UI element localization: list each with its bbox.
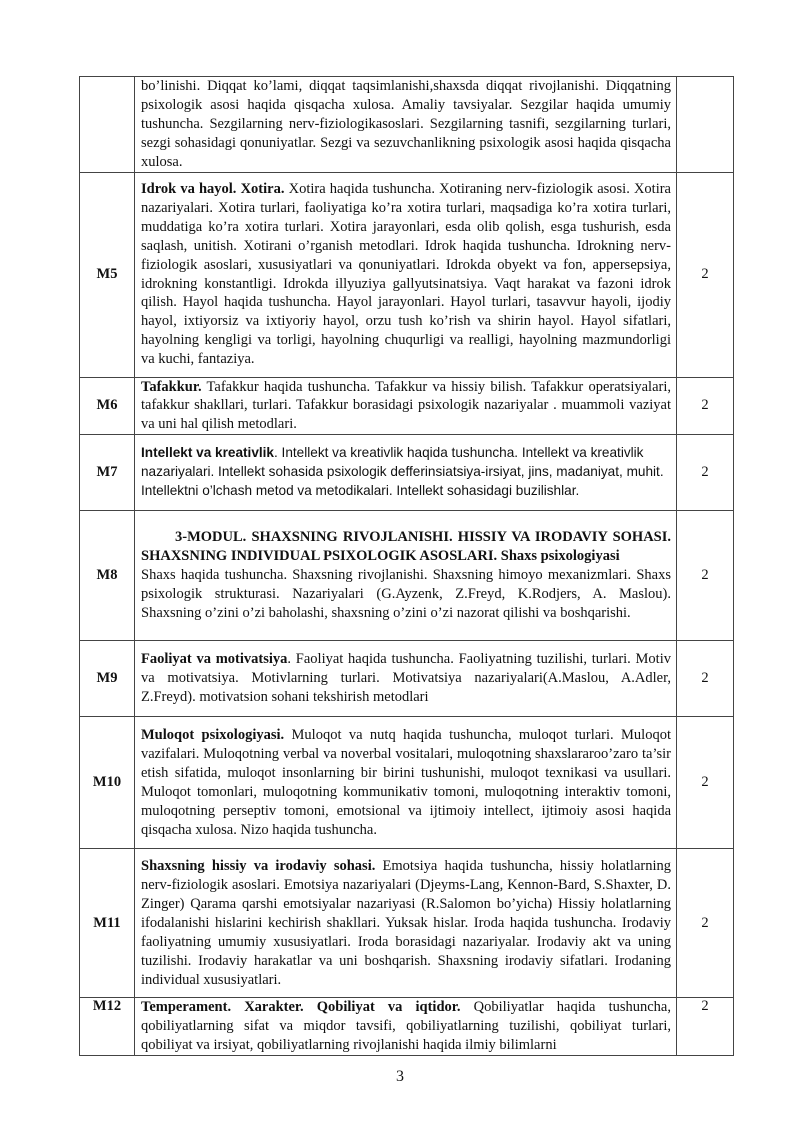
table-row — [80, 435, 734, 511]
hours-cell — [677, 77, 734, 173]
table-row — [80, 377, 734, 435]
topic-description — [135, 849, 677, 998]
topic-description — [135, 377, 677, 435]
topic-description — [135, 511, 677, 641]
topic-text: Muloqot va nutq haqida tushuncha, muloqot turlari. Muloqot vazifalari. Muloqotning verbal va noverbal vositalari, muloqotning shaxslararoo’zaro ta’sir etish sifatida, muloqot insonlarning bir birini tushunishi, muloqot texnikasi va usullari. Muloqot tomonlari, muloqotning kommunikativ tomoni, muloqotning interaktiv tomoni, muloqotning perseptiv tomoni, emotsional va ijtimoiy intellect, ijtimoiy asosi haqida qisqacha xulosa. Nizo haqida tushuncha. — [141, 727, 671, 838]
module-code: M11 — [80, 849, 135, 998]
topic-text: Qobiliyatlar haqida tushuncha, qobiliyatlarning sifat va miqdor tavsifi, qobiliyatlarning tuzilishi, qobiliyat turlari, qobiliyat va irsiyat, qobiliyatlarning rivojlanishi haqida ilmiy bilimlarni — [141, 999, 671, 1054]
module-code: M5 — [80, 172, 135, 377]
hours-cell: 2 — [677, 377, 734, 435]
topic-text: bo’linishi. Diqqat ko’lami, diqqat taqsimlanishi,shaxsda diqqat rivojlanishi. Diqqatning psixologik asosi haqida qisqacha xulosa. Amaliy tavsiyalar. Sezgilar haqida umumiy tushuncha. Sezgilarning nerv-fiziologikasoslari. Sezgilarning tasnifi, sezgilarning turlari, sezgi sohasidagi qonuniyatlar. Sezgi va sezuvchanlikning psixologik asosi haqida qisqacha xulosa. — [141, 78, 671, 170]
topic-description — [135, 641, 677, 717]
topic-title: Faoliyat va motivatsiya — [141, 651, 288, 668]
topic-description — [135, 717, 677, 849]
topic-title: Temperament. Xarakter. Qobiliyat va iqtidor. — [141, 999, 461, 1016]
topic-title: Shaxsning hissiy va irodaviy sohasi. — [141, 858, 376, 875]
topic-description — [135, 172, 677, 377]
topic-text: Xotira haqida tushuncha. Xotiraning nerv-fiziologik asosi. Xotira nazariyalari. Xotira turlari, faoliyatiga ko’ra xotira turlari, maqsadiga ko’ra xotira turlari, muddatiga ko’ra xotira turlari. Xotira jarayonlari, esda olib qolish, esga tushurish, esda saqlash, unitish. Xotirani o’rganish metodlari. Idrok haqida tushuncha. Idrokning nerv-fiziologik asoslari, xususiyatlari va qonuniyatlari. Idrokda obyekt va fon, appersepsiya, idrokning konstantligi. Idrokda illyuziya gallyutsinatsiya. Vaqt harakat va fazoni idrok qilish. Hayol haqida tushuncha. Hayol jarayonlari. Hayol turlari, tasavvur hayoli, ijodiy hayol, ixtiyorsiz va ixtiyoriy hayol, orzu tush ko’rish va shirin hayol. Hayol sifatlari, hayolning kengligi va torligi, hayolning chuqurligi va realligi, hayolning mazmundorligi va kuchi, fantaziya. — [141, 181, 671, 368]
syllabus-table — [79, 76, 734, 1056]
table-row — [80, 77, 734, 173]
topic-description — [135, 435, 677, 511]
table-row — [80, 172, 734, 377]
module-code: M6 — [80, 377, 135, 435]
topic-text: Emotsiya haqida tushuncha, hissiy holatlarning nerv-fiziologik asoslari. Emotsiya nazariyalari (Djeyms-Lang, Kennon-Bard, S.Shaxter, D. Zinger) Qarama qarshi emotsiyalar nazariyasi (R.Salomon bo’yicha) Hissiy holatlarning ifodalanishi hislarini kechirish shakllari. Yuksak hislar. Iroda haqida tushuncha. Irodaviy faoliyatning umumiy xususiyatlari. Iroda borasidagi nazariyalar. Irodaviy akt va uning tuzilishi. Irodaviy harakatlar va uni boshqarish. Shaxsning irodaviy sifatlari. Irodaning individual xususiyatlari. — [141, 858, 672, 988]
hours-cell: 2 — [677, 849, 734, 998]
topic-title: Muloqot psixologiyasi. — [141, 727, 285, 744]
module-code: M8 — [80, 511, 135, 641]
hours-cell: 2 — [677, 435, 734, 511]
topic-text: Tafakkur haqida tushuncha. Tafakkur va hissiy bilish. Tafakkur operatsiyalari, tafakkur shakllari, turlari. Tafakkur borasidagi psixologik nazariyalar . muammoli vaziyat va uni hal qilish metodlari. — [141, 378, 671, 433]
hours-cell: 2 — [677, 998, 734, 1056]
module-code — [80, 77, 135, 173]
module-code: M9 — [80, 641, 135, 717]
table-row — [80, 511, 734, 641]
module-code: M12 — [80, 998, 135, 1056]
table-row — [80, 641, 734, 717]
topic-text: . Intellekt va kreativlik haqida tushuncha. Intellekt va kreativlik nazariyalari. Intellekt sohasida psixologik defferinsiatsiya-irsiyat, jins, madaniyat, muhit. Intellektni o’lchash metod va metodikalari. Intellekt sohasidagi buzilishlar. — [141, 445, 664, 499]
topic-text: . Faoliyat haqida tushuncha. Faoliyatning tuzilishi, turlari. Motiv va motivatsiya. Motivlarning turlari. Motivatsiya nazariyalari(A.Maslou, A.Adler, Z.Freyd). motivatsion sohani tekshirish metodlari — [141, 651, 671, 706]
topic-description — [135, 998, 677, 1056]
table-row — [80, 717, 734, 849]
module-heading: 3-MODUL. SHAXSNING RIVOJLANISHI. HISSIY VA IRODAVIY SOHASI. SHAXSNING INDIVIDUAL PSIXOLOGIK ASOSLARI. Shaxs psixologiyasi — [141, 529, 671, 565]
page-number: 3 — [396, 1068, 404, 1085]
table-row — [80, 998, 734, 1056]
topic-description — [135, 77, 677, 173]
topic-title: Intellekt va kreativlik — [141, 445, 274, 461]
topic-title: Tafakkur. — [141, 378, 202, 395]
module-code: M10 — [80, 717, 135, 849]
hours-cell: 2 — [677, 641, 734, 717]
hours-cell: 2 — [677, 172, 734, 377]
topic-text: Shaxs haqida tushuncha. Shaxsning rivojlanishi. Shaxsning himoyo mexanizmlari. Shaxs psixologik strukturasi. Nazariyalari (G.Ayzenk, Z.Freyd, K.Rodjers, A. Maslou). Shaxsning o’zini o’zi baholashi, shaxsning o’zini o’zi nazorat qilishi va boshqarishi. — [141, 567, 671, 622]
hours-cell: 2 — [677, 511, 734, 641]
module-code: M7 — [80, 435, 135, 511]
topic-title: Idrok va hayol. Xotira. — [141, 181, 285, 197]
table-row — [80, 849, 734, 998]
hours-cell: 2 — [677, 717, 734, 849]
